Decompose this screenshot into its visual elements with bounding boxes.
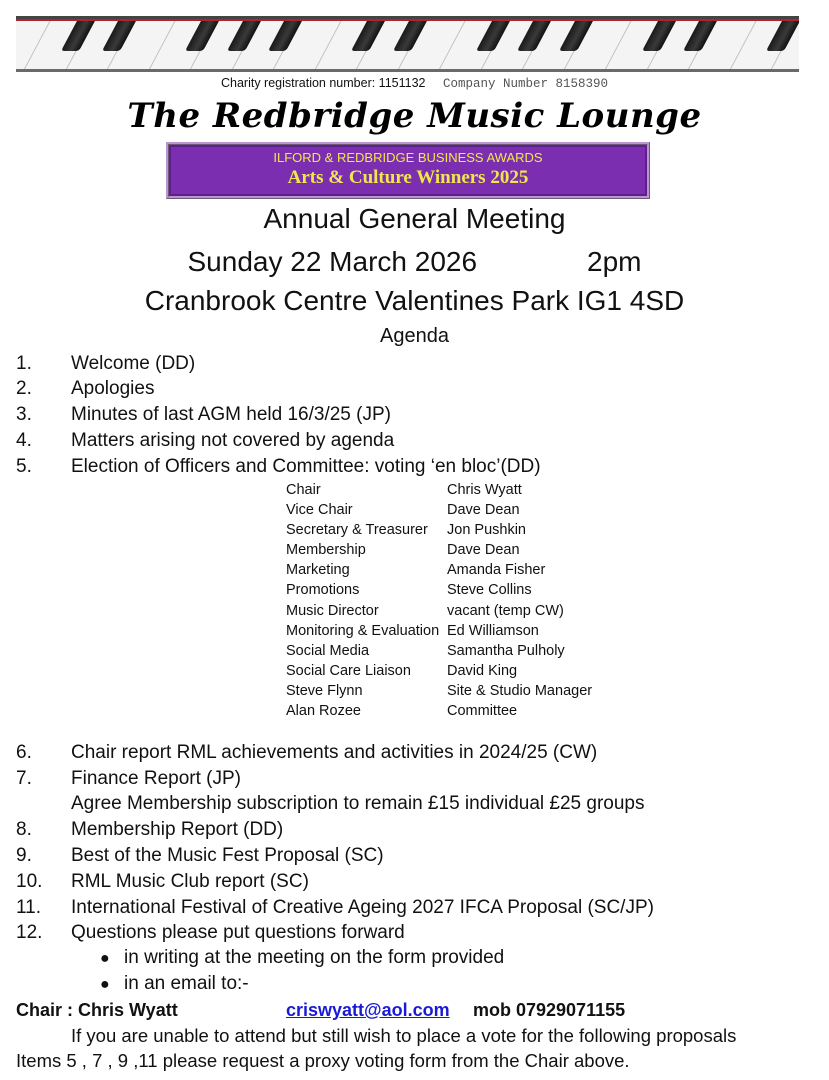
chair-email-link[interactable]: criswyatt@aol.com: [286, 1000, 450, 1020]
agenda-number: 3.: [16, 404, 32, 425]
white-key-divider: [149, 21, 176, 69]
black-key: [517, 21, 551, 51]
agenda-item: [16, 403, 391, 427]
meeting-date: Sunday 22 March 2026: [187, 246, 478, 277]
meeting-date-line: [0, 246, 829, 278]
officer-name: Jon Pushkin: [447, 522, 526, 539]
black-key: [185, 21, 219, 51]
officer-name: David King: [447, 662, 518, 679]
agenda-text: Questions please put questions forward: [71, 922, 405, 943]
meeting-title: Annual General Meeting: [263, 203, 566, 234]
agenda-item: [16, 429, 394, 453]
officer-name: Ed Williamson: [447, 622, 539, 639]
officer-row: [286, 601, 592, 621]
agenda-item: [16, 870, 309, 894]
officer-row: [286, 661, 592, 681]
black-key: [683, 21, 717, 51]
black-key: [227, 21, 261, 51]
agenda-text: Chair report RML achievements and activities in 2024/25 (CW): [71, 742, 598, 763]
agenda-text: Election of Officers and Committee: voting ‘en bloc’(DD): [71, 456, 541, 477]
officer-role: Membership: [286, 542, 366, 559]
officer-role: Social Care Liaison: [286, 662, 411, 679]
award-banner: [166, 142, 650, 199]
black-key: [766, 21, 799, 51]
officer-role: Chair: [286, 482, 321, 498]
officer-role: Marketing: [286, 562, 350, 579]
meeting-venue: Cranbrook Centre Valentines Park IG1 4SD: [144, 285, 685, 316]
officer-row: [286, 701, 592, 721]
agenda-item: [16, 455, 541, 479]
agenda-number: 5.: [16, 456, 32, 477]
bullet-icon: ●: [100, 976, 110, 993]
black-key: [61, 21, 95, 51]
black-key: [268, 21, 302, 51]
meeting-time: 2pm: [587, 246, 642, 277]
white-key-divider: [605, 21, 632, 69]
bullet-text: in writing at the meeting on the form provided: [124, 947, 505, 968]
agenda-item: [16, 767, 241, 791]
agenda-number: 12.: [16, 922, 43, 943]
officer-role: Secretary & Treasurer: [286, 522, 428, 539]
agenda-number: 9.: [16, 845, 32, 866]
agenda-number: 10.: [16, 871, 43, 892]
officer-row: [286, 560, 592, 580]
white-key-divider: [24, 21, 51, 69]
black-key: [642, 21, 676, 51]
agenda-item: [16, 896, 654, 920]
officer-name: Dave Dean: [447, 542, 520, 559]
question-bullet: [100, 973, 249, 995]
agenda-number: 2.: [16, 378, 32, 399]
award-line-1: ILFORD & REDBRIDGE BUSINESS AWARDS: [273, 150, 543, 165]
officer-row: [286, 520, 592, 540]
company-number: Company Number 8158390: [442, 77, 609, 91]
question-bullet: [100, 947, 504, 969]
registration-line: [0, 76, 829, 91]
agenda-text: Apologies: [71, 378, 155, 399]
officer-row: [286, 580, 592, 600]
award-line-2: Arts & Culture Winners 2025: [287, 167, 529, 188]
organisation-title: The Redbridge Music Lounge: [127, 96, 702, 136]
officer-role: Vice Chair: [286, 502, 353, 519]
officer-role: Social Media: [286, 642, 370, 659]
agenda-heading: Agenda: [380, 325, 449, 347]
officer-role: Alan Rozee: [286, 703, 361, 720]
bullet-icon: ●: [100, 950, 110, 967]
agenda-text: Minutes of last AGM held 16/3/25 (JP): [71, 404, 391, 425]
officer-name: vacant (temp CW): [447, 602, 564, 619]
agenda-item: [16, 352, 195, 376]
black-key: [393, 21, 427, 51]
white-key-divider: [439, 21, 466, 69]
agenda-text: International Festival of Creative Ageing 2027 IFCA Proposal (SC/JP): [71, 897, 654, 918]
agenda-text: Best of the Music Fest Proposal (SC): [71, 845, 384, 866]
bullet-text: in an email to:-: [124, 973, 249, 994]
officer-row: [286, 621, 592, 641]
agenda-text: Finance Report (JP): [71, 768, 242, 789]
officer-role: Promotions: [286, 582, 360, 599]
agenda-text: Welcome (DD): [71, 353, 196, 374]
finance-subline: Agree Membership subscription to remain £15 individual £25 groups: [71, 793, 645, 814]
agenda-number: 8.: [16, 819, 32, 840]
officer-name: Steve Collins: [447, 582, 532, 599]
agenda-number: 11.: [16, 897, 42, 918]
proxy-note-line-2: Items 5 , 7 , 9 ,11 please request a proxy voting form from the Chair above.: [16, 1050, 630, 1071]
officer-role: Music Director: [286, 602, 379, 619]
agenda-item: [16, 377, 154, 401]
white-key-divider: [315, 21, 342, 69]
officer-name: Site & Studio Manager: [447, 682, 593, 699]
officer-row: [286, 641, 592, 661]
agenda-text: RML Music Club report (SC): [71, 871, 309, 892]
black-key: [351, 21, 385, 51]
charity-registration: Charity registration number: 1151132: [220, 76, 426, 90]
black-key: [476, 21, 510, 51]
officer-role: Monitoring & Evaluation: [286, 622, 440, 639]
agenda-number: 4.: [16, 430, 32, 451]
piano-keyboard-banner: [16, 16, 799, 72]
officers-table: [286, 480, 592, 721]
chair-mobile: mob 07929071155: [473, 1000, 626, 1020]
white-key-divider: [730, 21, 757, 69]
chair-contact: [16, 1000, 626, 1021]
agenda-text: Matters arising not covered by agenda: [71, 430, 395, 451]
agenda-number: 1.: [16, 353, 32, 374]
agenda-item: [16, 844, 384, 868]
officer-row: [286, 681, 592, 701]
officer-name: Samantha Pulholy: [447, 642, 565, 659]
officer-name: Chris Wyatt: [447, 482, 522, 498]
agenda-number: 6.: [16, 742, 32, 763]
officer-name: Committee: [447, 703, 518, 720]
agenda-item: [16, 741, 597, 765]
black-key: [559, 21, 593, 51]
agenda-item: [16, 818, 283, 842]
black-key: [102, 21, 136, 51]
agenda-item: [16, 921, 405, 945]
officer-row: [286, 540, 592, 560]
officer-name: Dave Dean: [447, 502, 520, 519]
officer-row: [286, 500, 592, 520]
agenda-number: 7.: [16, 768, 32, 789]
agenda-text: Membership Report (DD): [71, 819, 284, 840]
proxy-note-line-1: If you are unable to attend but still wish to place a vote for the following proposals: [71, 1025, 737, 1046]
chair-label: Chair : Chris Wyatt: [16, 1000, 178, 1020]
officer-row: [286, 480, 592, 500]
officer-name: Amanda Fisher: [447, 562, 546, 579]
officer-role: Steve Flynn: [286, 682, 363, 699]
